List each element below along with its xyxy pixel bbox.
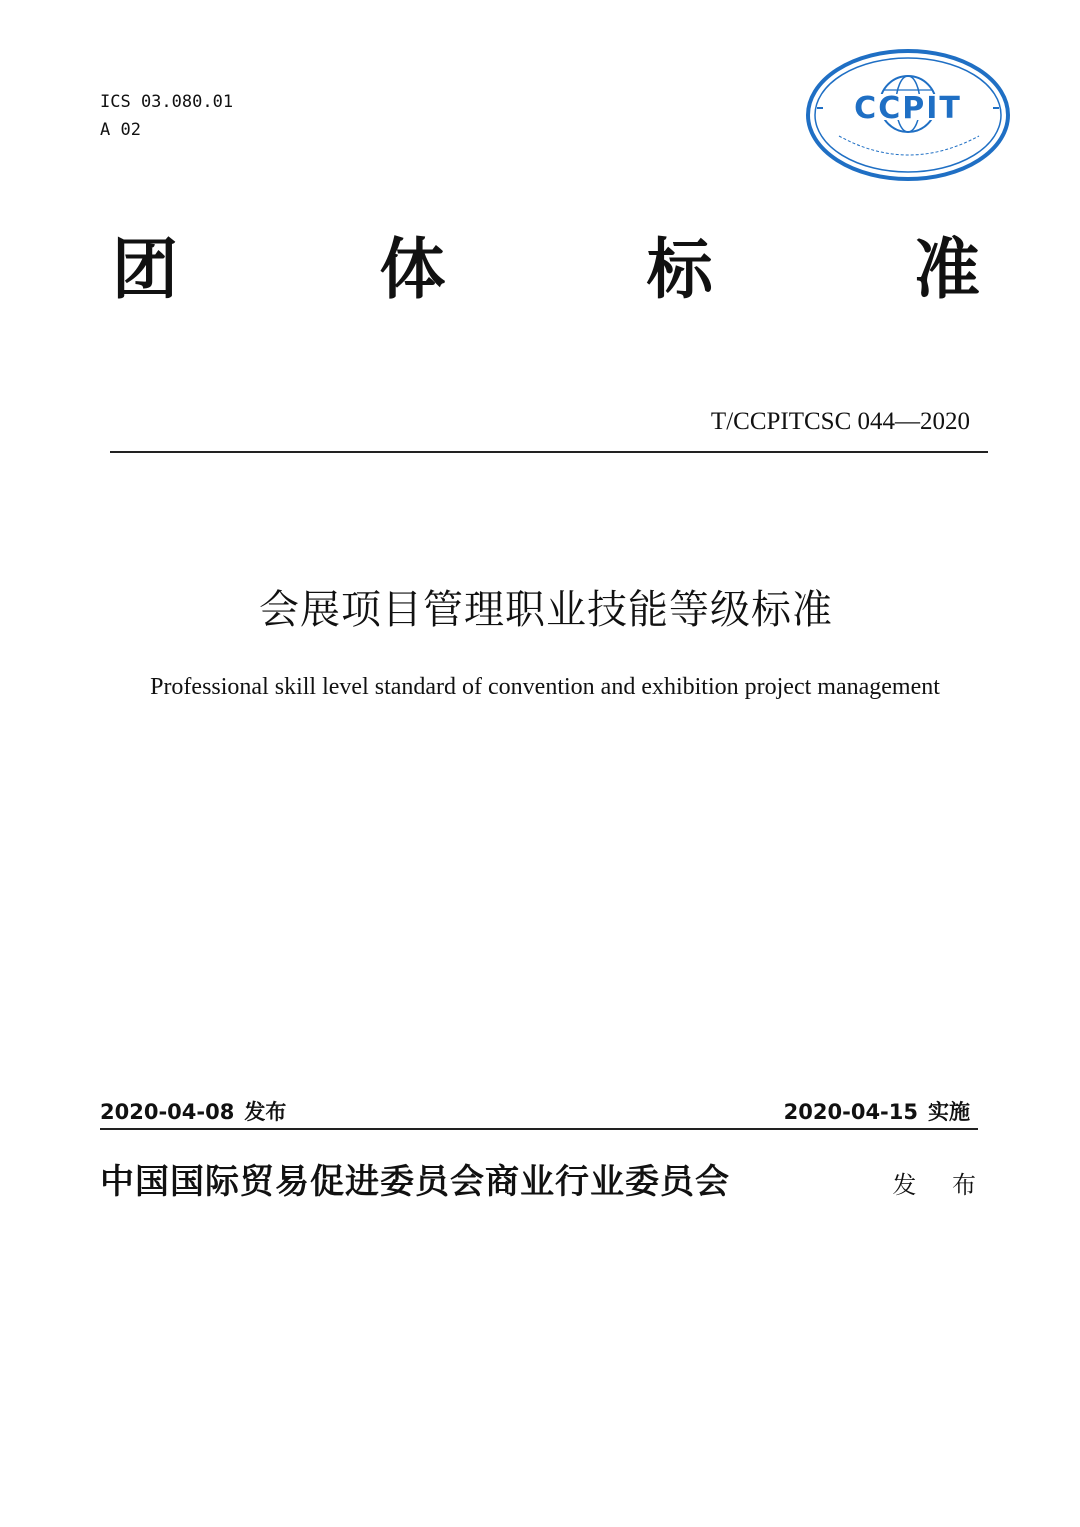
standard-code: T/CCPITCSC 044—2020 bbox=[710, 408, 970, 435]
title-char-3: 标 bbox=[646, 231, 713, 308]
document-type-title bbox=[100, 230, 992, 310]
issuer-line bbox=[100, 1154, 990, 1203]
bottom-divider bbox=[100, 1128, 978, 1130]
title-chinese: 会展项目管理职业技能等级标准 bbox=[259, 587, 833, 633]
issuer-suffix: 发 布 bbox=[892, 1171, 990, 1199]
issuer-name: 中国国际贸易促进委员会商业行业委员会 bbox=[100, 1162, 730, 1202]
top-divider bbox=[110, 451, 988, 453]
implement-label: 实施 bbox=[928, 1100, 970, 1124]
title-char-1: 团 bbox=[112, 231, 178, 308]
implement-date-line bbox=[784, 1096, 970, 1126]
title-english: Professional skill level standard of convention and exhibition project management bbox=[150, 674, 940, 700]
publish-date-line bbox=[100, 1096, 286, 1126]
ccs-code: A 02 bbox=[100, 120, 141, 140]
ccpit-logo bbox=[803, 46, 1013, 184]
title-char-2: 体 bbox=[379, 231, 446, 308]
publish-date: 2020-04-08 bbox=[100, 1100, 235, 1124]
title-char-4: 准 bbox=[913, 231, 980, 308]
classification-codes bbox=[100, 88, 233, 144]
implement-date: 2020-04-15 bbox=[783, 1100, 918, 1124]
publish-label: 发布 bbox=[244, 1100, 287, 1124]
ics-code: ICS 03.080.01 bbox=[100, 92, 234, 112]
logo-text: CCPIT bbox=[854, 91, 962, 126]
